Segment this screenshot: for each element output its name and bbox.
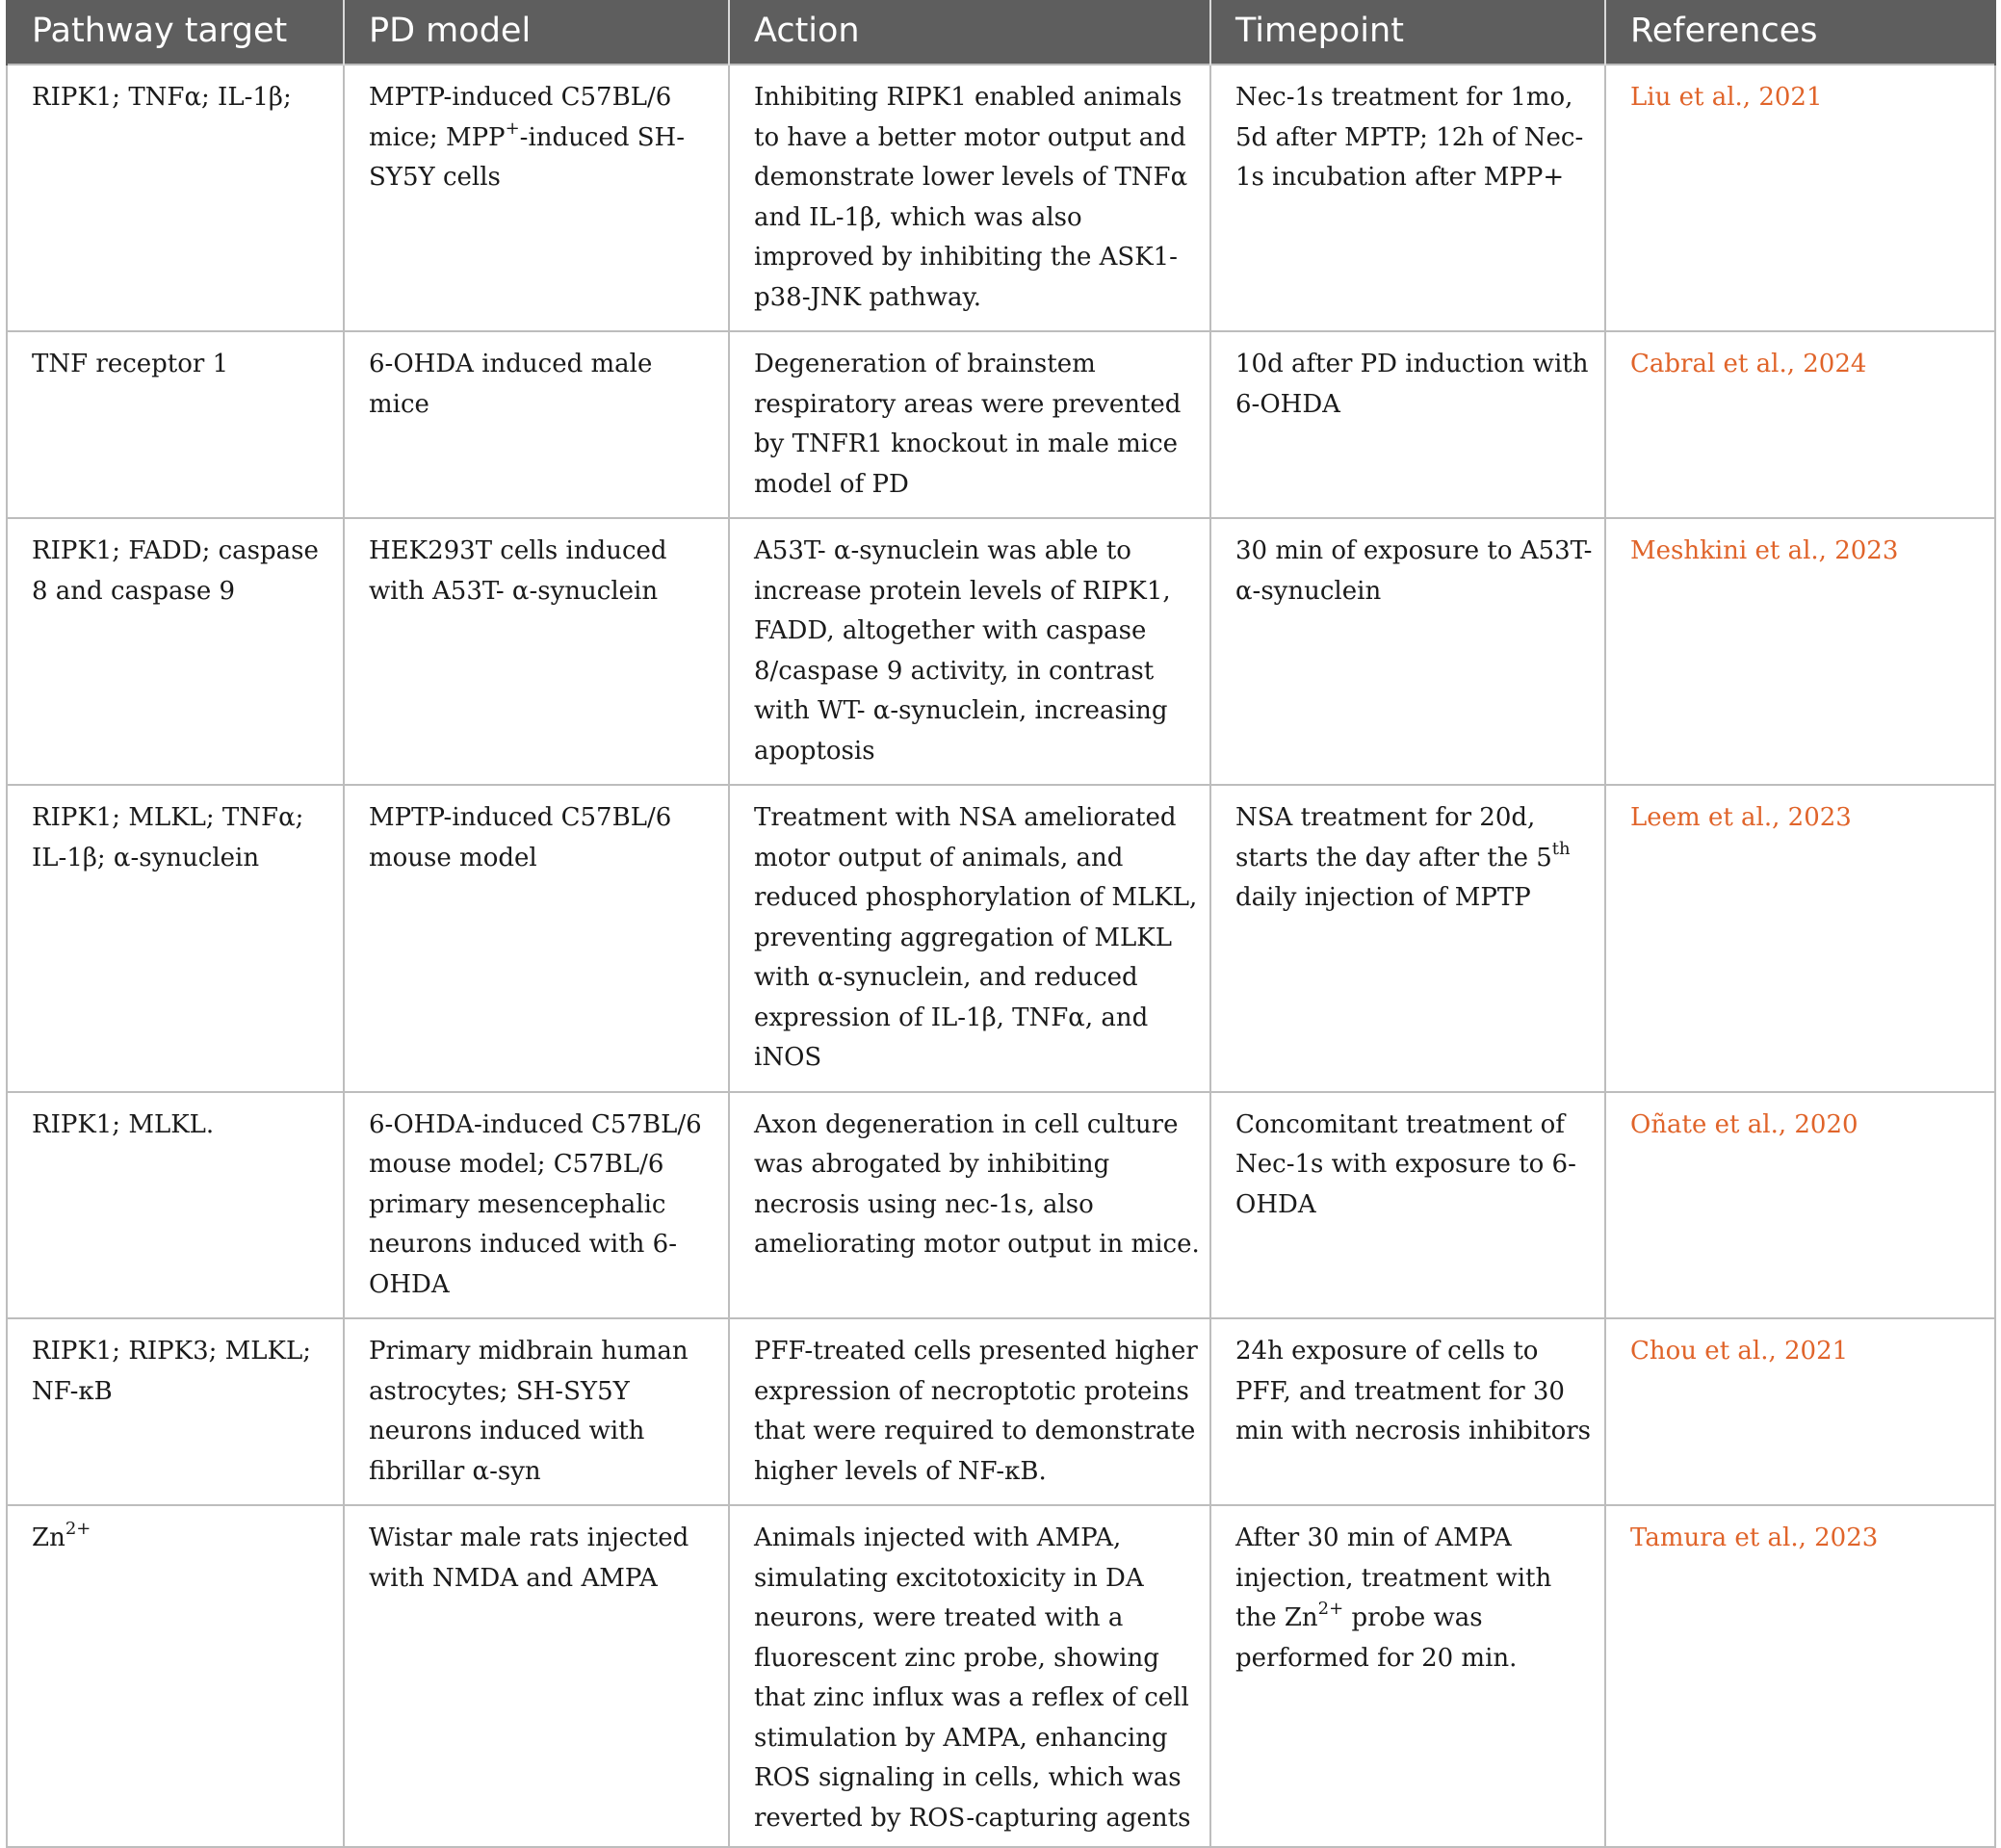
cell-target: TNF receptor 1 <box>7 331 344 518</box>
cell-timepoint: 24h exposure of cells to PFF, and treatment for 30 min with necrosis inhibitors <box>1210 1318 1605 1505</box>
cell-reference <box>1605 1318 1995 1505</box>
cell-reference <box>1605 65 1995 331</box>
cell-action: PFF-treated cells presented higher expression of necroptotic proteins that were required to demonstrate higher levels of NF-κB. <box>729 1318 1210 1505</box>
reference-year-link[interactable]: 2020 <box>1794 1109 1858 1139</box>
cell-action: Inhibiting RIPK1 enabled animals to have a better motor output and demonstrate lower levels of TNFα and IL-1β, which was also improved by inhibiting the ASK1-p38-JNK pathway. <box>729 65 1210 331</box>
table-row <box>7 331 1995 518</box>
reference-author-link[interactable]: Oñate et al., <box>1630 1109 1787 1139</box>
reference-author-link[interactable]: Cabral et al., <box>1630 350 1795 378</box>
cell-reference <box>1605 1505 1995 1847</box>
table-row <box>7 1092 1995 1319</box>
cell-timepoint: NSA treatment for 20d, starts the day after the 5th daily injection of MPTP <box>1210 785 1605 1092</box>
cell-target: RIPK1; FADD; caspase 8 and caspase 9 <box>7 518 344 785</box>
cell-reference <box>1605 331 1995 518</box>
reference-year-link[interactable]: 2023 <box>1834 536 1899 565</box>
cell-reference <box>1605 1092 1995 1319</box>
reference-author-link[interactable]: Liu et al., <box>1630 83 1752 112</box>
reference-year-link[interactable]: 2023 <box>1814 1523 1879 1552</box>
header-pd-model: PD model <box>344 0 729 65</box>
reference-year-link[interactable]: 2021 <box>1758 83 1823 112</box>
cell-timepoint: 30 min of exposure to A53T- α-synuclein <box>1210 518 1605 785</box>
reference-year-link[interactable]: 2021 <box>1784 1337 1849 1366</box>
table-row <box>7 65 1995 331</box>
cell-action: Treatment with NSA ameliorated motor output of animals, and reduced phosphorylation of MLKL, preventing aggregation of MLKL with α-synuclein, and reduced expression of IL-1β, TNFα, and iNOS <box>729 785 1210 1092</box>
reference-author-link[interactable]: Chou et al., <box>1630 1337 1777 1366</box>
cell-model: 6-OHDA-induced C57BL/6 mouse model; C57BL/6 primary mesencephalic neurons induced with 6-OHDA <box>344 1092 729 1319</box>
table-row <box>7 1505 1995 1847</box>
cell-reference <box>1605 785 1995 1092</box>
cell-timepoint: After 30 min of AMPA injection, treatment with the $Zn^{2+}$ probe was performed for 20 min. <box>1210 1505 1605 1847</box>
cell-timepoint: 10d after PD induction with 6-OHDA <box>1210 331 1605 518</box>
reference-year-link[interactable]: 2023 <box>1787 803 1852 832</box>
reference-author-link[interactable]: Leem et al., <box>1630 803 1780 832</box>
cell-model: Wistar male rats injected with NMDA and AMPA <box>344 1505 729 1847</box>
cell-action: Animals injected with AMPA, simulating excitotoxicity in DA neurons, were treated with a fluorescent zinc probe, showing that zinc influx was a reflex of cell stimulation by AMPA, enhancing ROS signaling in cells, which was reverted by ROS-capturing agents <box>729 1505 1210 1847</box>
reference-author-link[interactable]: Meshkini et al., <box>1630 536 1827 565</box>
table-row <box>7 1318 1995 1505</box>
pathway-table <box>6 0 1996 1848</box>
cell-target: $Zn^{2+}$ <box>7 1505 344 1847</box>
cell-reference <box>1605 518 1995 785</box>
cell-model: 6-OHDA induced male mice <box>344 331 729 518</box>
cell-model: HEK293T cells induced with A53T- α-synuclein <box>344 518 729 785</box>
header-action: Action <box>729 0 1210 65</box>
table-row <box>7 785 1995 1092</box>
reference-year-link[interactable]: 2024 <box>1803 350 1867 378</box>
header-timepoint: Timepoint <box>1210 0 1605 65</box>
reference-author-link[interactable]: Tamura et al., <box>1630 1523 1806 1552</box>
cell-timepoint: Concomitant treatment of Nec-1s with exposure to 6-OHDA <box>1210 1092 1605 1319</box>
cell-target: RIPK1; TNFα; IL-1β; <box>7 65 344 331</box>
cell-target: RIPK1; MLKL; TNFα; IL-1β; α-synuclein <box>7 785 344 1092</box>
cell-model: MPTP-induced C57BL/6 mice; MPP+-induced SH-SY5Y cells <box>344 65 729 331</box>
cell-model: Primary midbrain human astrocytes; SH-SY5Y neurons induced with fibrillar α-syn <box>344 1318 729 1505</box>
header-pathway-target: Pathway target <box>7 0 344 65</box>
cell-model: MPTP-induced C57BL/6 mouse model <box>344 785 729 1092</box>
table-row <box>7 518 1995 785</box>
cell-action: Degeneration of brainstem respiratory areas were prevented by TNFR1 knockout in male mice model of PD <box>729 331 1210 518</box>
cell-target: RIPK1; RIPK3; MLKL; NF-κB <box>7 1318 344 1505</box>
header-row <box>7 0 1995 65</box>
cell-target: RIPK1; MLKL. <box>7 1092 344 1319</box>
cell-action: A53T- α-synuclein was able to increase protein levels of RIPK1, FADD, altogether with caspase 8/caspase 9 activity, in contrast with WT- α-synuclein, increasing apoptosis <box>729 518 1210 785</box>
cell-action: Axon degeneration in cell culture was abrogated by inhibiting necrosis using nec-1s, also ameliorating motor output in mice. <box>729 1092 1210 1319</box>
header-references: References <box>1605 0 1995 65</box>
cell-timepoint: Nec-1s treatment for 1mo, 5d after MPTP; 12h of Nec-1s incubation after MPP+ <box>1210 65 1605 331</box>
